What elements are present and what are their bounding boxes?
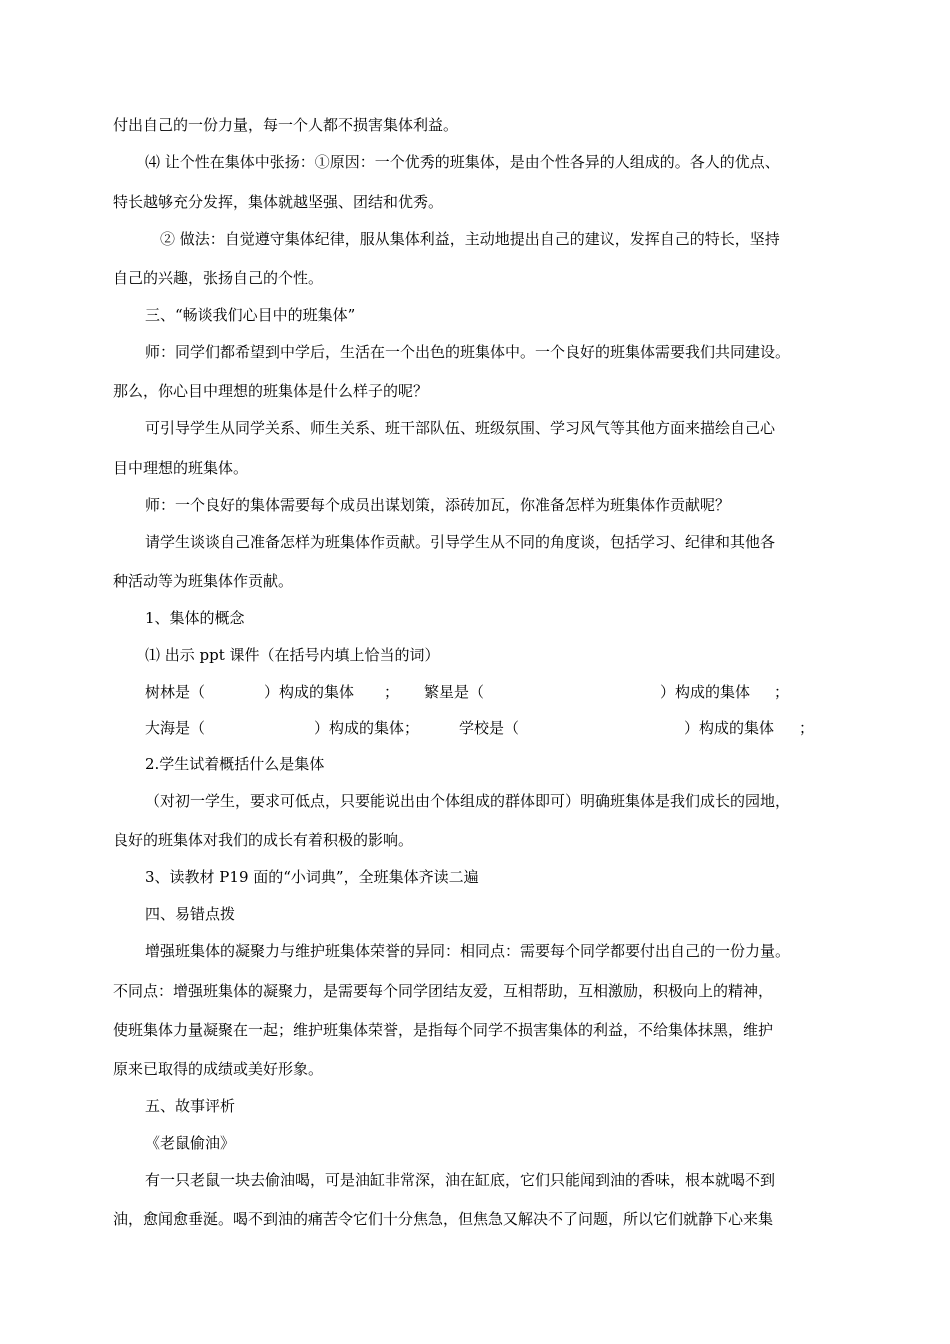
section-heading-3: 三、“畅谈我们心目中的班集体”: [145, 306, 356, 324]
text-line-9: 可引导学生从同学关系、师生关系、班干部队伍、班级氛围、学习风气等其他方面来描绘自己心: [145, 419, 776, 437]
text-line-13: 种活动等为班集体作贡献。: [113, 572, 294, 590]
text-line-21: 增强班集体的凝聚力与维护班集体荣誉的异同：相同点：需要每个同学都要付出自己的一份力量。: [145, 942, 791, 960]
fill-row-1-d: 繁星是（: [424, 683, 485, 701]
fill-row-1-b: ）构成的集体: [264, 683, 355, 701]
fill-row-2-d: ）构成的集体: [684, 719, 775, 737]
text-line-22: 不同点：增强班集体的凝聚力，是需要每个同学团结友爱，互相帮助，互相激励，积极向上的精神，: [113, 982, 774, 1000]
text-line-2: ⑷ 让个性在集体中张扬：①原因：一个优秀的班集体，是由个性各异的人组成的。各人的优点、: [145, 153, 780, 171]
fill-row-2-a: 大海是（: [145, 719, 206, 737]
fill-row-2-b: ）构成的集体；: [314, 719, 420, 737]
text-line-5: 自己的兴趣，张扬自己的个性。: [113, 269, 324, 287]
section-heading-5: 五、故事评析: [145, 1097, 236, 1115]
text-line-7: 师：同学们都希望到中学后，生活在一个出色的班集体中。一个良好的班集体需要我们共同建设。: [145, 343, 791, 361]
text-line-3: 特长越够充分发挥，集体就越坚强、团结和优秀。: [113, 193, 444, 211]
text-line-15: ⑴ 出示 ppt 课件（在括号内填上恰当的词）: [145, 646, 440, 664]
story-title: 《老鼠偷油》: [145, 1134, 236, 1152]
fill-row-1-e: ）构成的集体: [660, 683, 751, 701]
fill-row-2-e: ；: [799, 719, 815, 737]
text-line-10: 目中理想的班集体。: [113, 459, 249, 477]
text-line-27: 有一只老鼠一块去偷油喝，可是油缸非常深，油在缸底，它们只能闻到油的香味，根本就喝不到: [145, 1171, 776, 1189]
text-line-8: 那么，你心目中理想的班集体是什么样子的呢？: [113, 382, 429, 400]
fill-row-1-c: ；: [384, 683, 400, 701]
text-line-24: 原来已取得的成绩或美好形象。: [113, 1060, 324, 1078]
text-line-11: 师：一个良好的集体需要每个成员出谋划策，添砖加瓦，你准备怎样为班集体作贡献呢？: [145, 496, 731, 514]
text-line-4: ② 做法：自觉遵守集体纪律，服从集体利益，主动地提出自己的建议，发挥自己的特长，坚持: [160, 230, 780, 248]
text-line-23: 使班集体力量凝聚在一起；维护班集体荣誉，是指每个同学不损害集体的利益，不给集体抹黑，维护: [113, 1021, 774, 1039]
text-line-18: 良好的班集体对我们的成长有着积极的影响。: [113, 831, 414, 849]
subheading-concept: 1、集体的概念: [145, 609, 245, 627]
fill-row-2-c: 学校是（: [459, 719, 520, 737]
text-line-12: 请学生谈谈自己准备怎样为班集体作贡献。引导学生从不同的角度谈，包括学习、纪律和其他各: [145, 533, 776, 551]
text-line-28: 油，愈闻愈垂涎。喝不到油的痛苦令它们十分焦急，但焦急又解决不了问题，所以它们就静下心来集: [113, 1210, 774, 1228]
fill-row-1-a: 树林是（: [145, 683, 206, 701]
text-line-19: 3、读教材 P19 面的“小词典”，全班集体齐读二遍: [145, 868, 479, 886]
text-line-16: 2.学生试着概括什么是集体: [145, 755, 325, 773]
section-heading-4: 四、易错点拨: [145, 905, 236, 923]
text-line-1: 付出自己的一份力量，每一个人都不损害集体利益。: [113, 116, 459, 134]
fill-row-1-f: ；: [774, 683, 790, 701]
text-line-17: （对初一学生，要求可低点，只要能说出由个体组成的群体即可）明确班集体是我们成长的园地，: [145, 792, 791, 810]
